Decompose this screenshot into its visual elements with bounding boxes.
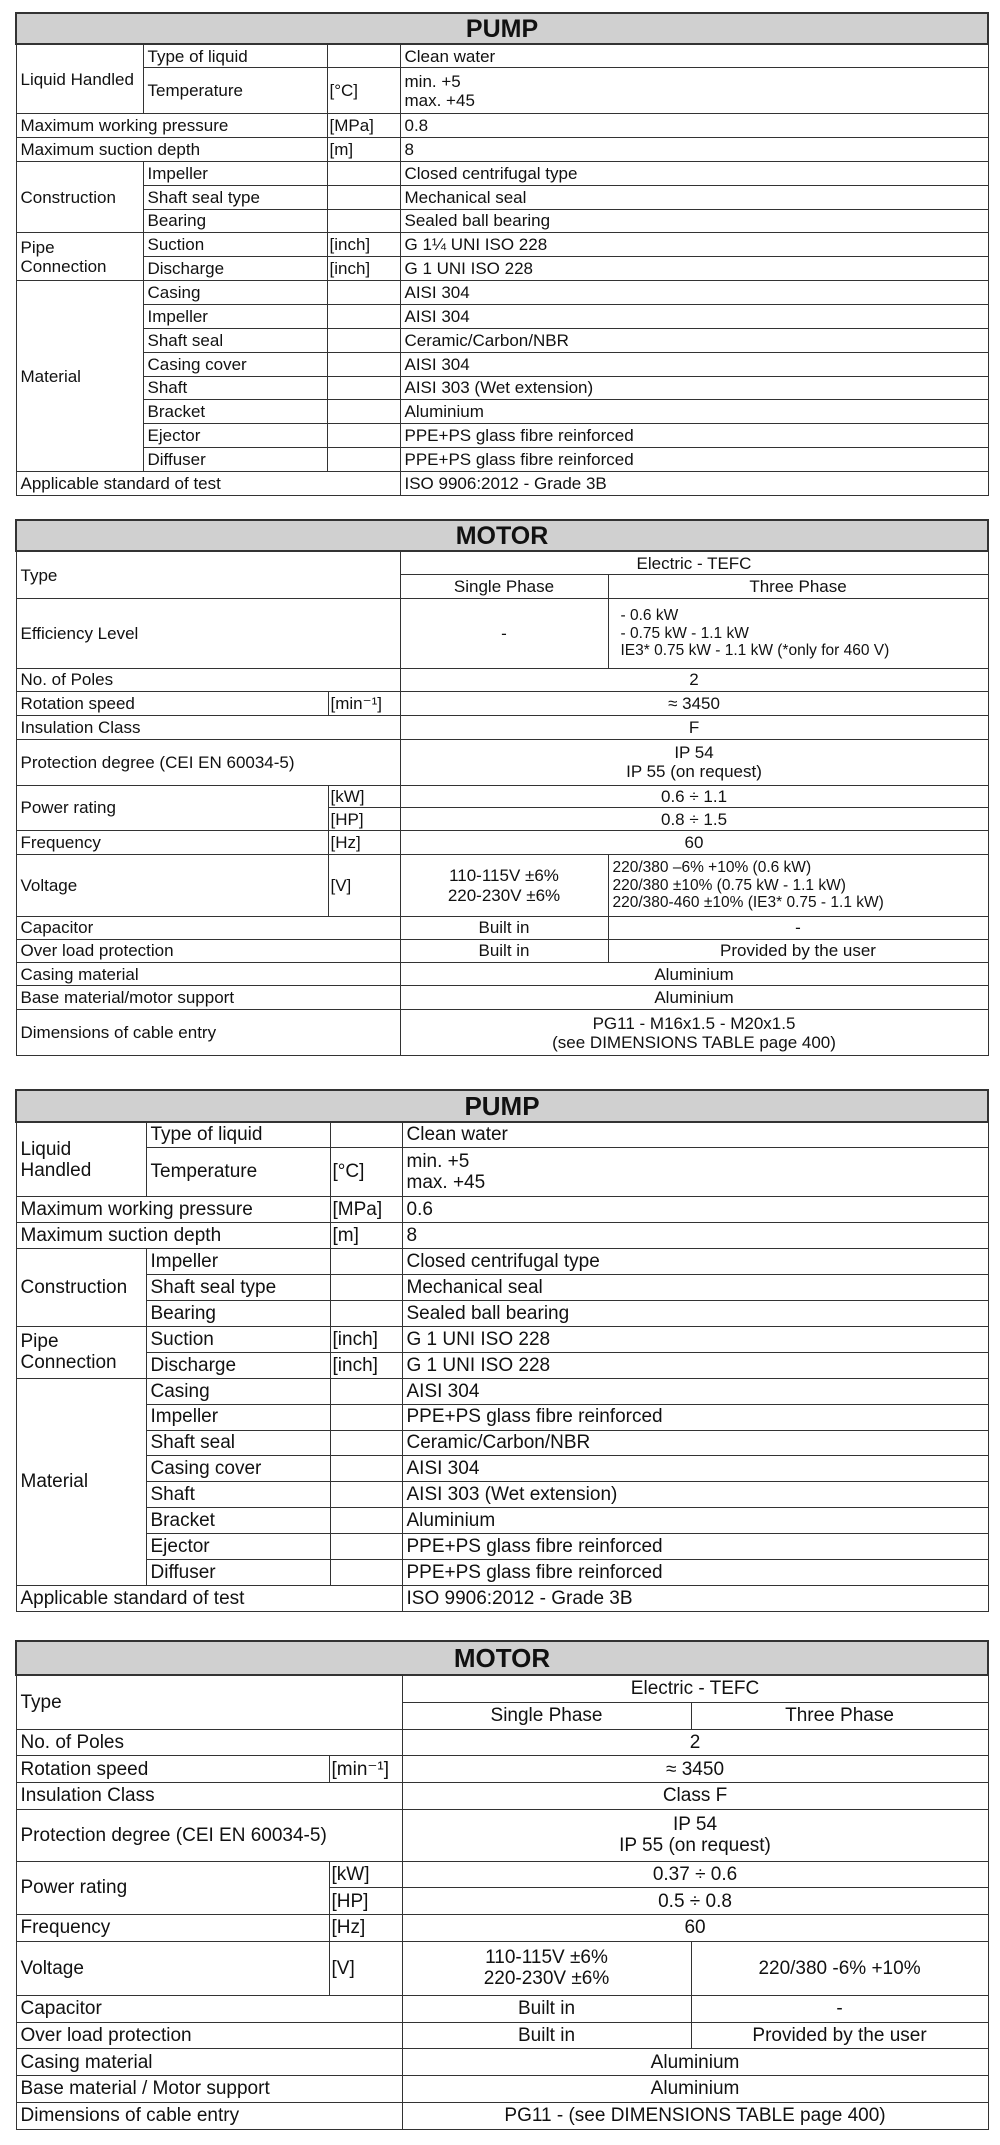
row-label: Construction (16, 1249, 146, 1327)
row-value: Built in (400, 939, 608, 962)
row-value: Ceramic/Carbon/NBR (400, 328, 988, 352)
row-value: Aluminium (402, 1508, 988, 1534)
motor-spec-table-1 (15, 519, 989, 1056)
row-label: Liquid Handled (16, 1122, 146, 1197)
row-label: Shaft (146, 1482, 330, 1508)
row-label: Bearing (143, 209, 327, 233)
unit-label: [m] (327, 137, 400, 161)
row-value: - (400, 599, 608, 668)
row-value: G 1 UNI ISO 228 (402, 1352, 988, 1378)
row-value: 2 (400, 668, 988, 692)
row-label: Construction (16, 161, 143, 233)
row-label: Shaft (143, 376, 327, 400)
unit-label: [Hz] (329, 1915, 402, 1942)
row-value: ≈ 3450 (400, 692, 988, 716)
unit-label: [inch] (330, 1352, 402, 1378)
row-label: Frequency (16, 831, 328, 855)
unit-label: [inch] (330, 1326, 402, 1352)
row-value: Aluminium (402, 2076, 988, 2103)
row-value: ISO 9906:2012 - Grade 3B (400, 472, 988, 496)
row-value: AISI 303 (Wet extension) (402, 1482, 988, 1508)
unit-label: [V] (328, 854, 400, 916)
unit-label: [°C] (327, 68, 400, 114)
row-value: min. +5 max. +45 (400, 68, 988, 114)
row-label: Voltage (16, 854, 328, 916)
row-label: Base material / Motor support (16, 2076, 402, 2103)
row-value: Electric - TEFC (400, 551, 988, 575)
row-label: Type (16, 1675, 402, 1729)
row-label: Insulation Class (16, 716, 400, 740)
pump-spec-table-2 (15, 1089, 989, 1612)
unit-label: [min⁻¹] (329, 1756, 402, 1783)
row-label: No. of Poles (16, 668, 400, 692)
row-value: Closed centrifugal type (402, 1249, 988, 1275)
row-value: 60 (400, 831, 988, 855)
unit-label: [kW] (328, 785, 400, 808)
row-value: ≈ 3450 (402, 1756, 988, 1783)
row-label: Type of liquid (143, 44, 327, 68)
row-label: Maximum suction depth (16, 137, 327, 161)
row-label: Impeller (146, 1249, 330, 1275)
row-value: PPE+PS glass fibre reinforced (400, 448, 988, 472)
row-label: Rotation speed (16, 1756, 329, 1783)
row-label: Casing material (16, 962, 400, 986)
row-label: Rotation speed (16, 692, 328, 716)
row-value: 220/380 -6% +10% (691, 1942, 988, 1996)
row-value: PPE+PS glass fibre reinforced (400, 424, 988, 448)
row-label: Shaft seal type (143, 185, 327, 209)
row-value: Sealed ball bearing (400, 209, 988, 233)
row-label: Type (16, 551, 400, 599)
pump-spec-table-1 (15, 12, 989, 496)
row-label: Ejector (143, 424, 327, 448)
row-label: Temperature (146, 1147, 330, 1197)
row-label: Maximum working pressure (16, 114, 327, 138)
row-label: Bracket (146, 1508, 330, 1534)
row-value: PPE+PS glass fibre reinforced (402, 1404, 988, 1430)
row-label: Dimensions of cable entry (16, 1010, 400, 1056)
row-label: Casing (146, 1378, 330, 1404)
row-label: Suction (143, 233, 327, 257)
row-label: Applicable standard of test (16, 472, 400, 496)
unit-label: [inch] (327, 257, 400, 281)
unit-label: [m] (330, 1223, 402, 1249)
row-label: Casing material (16, 2049, 402, 2076)
row-label: Dimensions of cable entry (16, 2102, 402, 2129)
table-title: MOTOR (16, 1641, 988, 1675)
row-label: Applicable standard of test (16, 1585, 402, 1611)
row-value: - (608, 917, 988, 940)
row-value: 8 (402, 1223, 988, 1249)
row-value: 0.37 ÷ 0.6 (402, 1861, 988, 1888)
row-value: AISI 304 (400, 352, 988, 376)
column-header: Three Phase (691, 1702, 988, 1729)
row-value: AISI 304 (402, 1456, 988, 1482)
column-header: Three Phase (608, 575, 988, 599)
row-value: F (400, 716, 988, 740)
row-value: PPE+PS glass fibre reinforced (402, 1534, 988, 1560)
row-label: Maximum suction depth (16, 1223, 330, 1249)
row-label: Over load protection (16, 2022, 402, 2049)
row-value: 0.8 ÷ 1.5 (400, 808, 988, 831)
row-label: Capacitor (16, 1995, 402, 2022)
row-value: PG11 - M16x1.5 - M20x1.5 (see DIMENSIONS TABLE page 400) (400, 1010, 988, 1056)
row-value: 110-115V ±6% 220-230V ±6% (402, 1942, 691, 1996)
row-label: Over load protection (16, 939, 400, 962)
row-value: G 1 UNI ISO 228 (400, 257, 988, 281)
row-label: Bearing (146, 1300, 330, 1326)
row-value: Sealed ball bearing (402, 1300, 988, 1326)
row-value: Provided by the user (608, 939, 988, 962)
row-value: - (691, 1995, 988, 2022)
row-value: Built in (402, 1995, 691, 2022)
row-label: Pipe Connection (16, 233, 143, 281)
unit-label: [°C] (330, 1147, 402, 1197)
row-label: Ejector (146, 1534, 330, 1560)
row-value: 110-115V ±6% 220-230V ±6% (400, 854, 608, 916)
row-value: Electric - TEFC (402, 1675, 988, 1702)
row-label: Suction (146, 1326, 330, 1352)
row-value: 60 (402, 1915, 988, 1942)
row-label: Pipe Connection (16, 1326, 146, 1378)
row-value: G 1 UNI ISO 228 (402, 1326, 988, 1352)
row-value: IP 54 IP 55 (on request) (400, 740, 988, 786)
unit-label: [HP] (329, 1888, 402, 1915)
row-label: Discharge (143, 257, 327, 281)
row-label: Diffuser (146, 1560, 330, 1586)
row-value: Clean water (400, 44, 988, 68)
table-title: PUMP (16, 1090, 988, 1122)
row-label: Diffuser (143, 448, 327, 472)
row-value: 220/380 –6% +10% (0.6 kW) 220/380 ±10% (0.75 kW - 1.1 kW) 220/380-460 ±10% (IE3* 0.75 - 1.1 kW) (608, 854, 988, 916)
row-label: Liquid Handled (16, 44, 143, 114)
row-value: G 1¼ UNI ISO 228 (400, 233, 988, 257)
unit-label: [inch] (327, 233, 400, 257)
row-label: Capacitor (16, 917, 400, 940)
row-label: Impeller (143, 161, 327, 185)
row-label: Efficiency Level (16, 599, 400, 668)
table-title: MOTOR (16, 520, 988, 551)
row-label: Shaft seal (143, 328, 327, 352)
row-label: Casing cover (143, 352, 327, 376)
table-title: PUMP (16, 13, 988, 44)
row-label: Impeller (143, 305, 327, 329)
row-value: 0.5 ÷ 0.8 (402, 1888, 988, 1915)
unit-label: [HP] (328, 808, 400, 831)
row-value: 2 (402, 1729, 988, 1756)
row-label: Impeller (146, 1404, 330, 1430)
row-label: Frequency (16, 1915, 329, 1942)
unit-label: [kW] (329, 1861, 402, 1888)
row-value: 0.8 (400, 114, 988, 138)
row-label: Bracket (143, 400, 327, 424)
row-value: Mechanical seal (402, 1275, 988, 1301)
unit-label: [MPa] (327, 114, 400, 138)
row-value: 8 (400, 137, 988, 161)
row-label: Material (16, 1378, 146, 1585)
row-label: Protection degree (CEI EN 60034-5) (16, 1809, 402, 1861)
row-label: Maximum working pressure (16, 1197, 330, 1223)
row-value: Built in (402, 2022, 691, 2049)
row-value: ISO 9906:2012 - Grade 3B (402, 1585, 988, 1611)
column-header: Single Phase (402, 1702, 691, 1729)
row-value: Ceramic/Carbon/NBR (402, 1430, 988, 1456)
row-label: Shaft seal (146, 1430, 330, 1456)
row-value: Clean water (402, 1122, 988, 1147)
row-value: Aluminium (402, 2049, 988, 2076)
motor-spec-table-2 (15, 1640, 989, 2130)
unit-label: [MPa] (330, 1197, 402, 1223)
row-value: PG11 - (see DIMENSIONS TABLE page 400) (402, 2102, 988, 2129)
row-label: Temperature (143, 68, 327, 114)
row-label: Insulation Class (16, 1783, 402, 1810)
row-label: Casing cover (146, 1456, 330, 1482)
row-value: AISI 304 (402, 1378, 988, 1404)
row-value: Closed centrifugal type (400, 161, 988, 185)
row-value: Provided by the user (691, 2022, 988, 2049)
row-label: Protection degree (CEI EN 60034-5) (16, 740, 400, 786)
row-label: Voltage (16, 1942, 329, 1996)
row-value: Built in (400, 917, 608, 940)
row-value: Class F (402, 1783, 988, 1810)
row-label: Type of liquid (146, 1122, 330, 1147)
column-header: Single Phase (400, 575, 608, 599)
row-label: No. of Poles (16, 1729, 402, 1756)
row-value: 0.6 ÷ 1.1 (400, 785, 988, 808)
unit-label: [Hz] (328, 831, 400, 855)
row-value: AISI 303 (Wet extension) (400, 376, 988, 400)
row-value: Aluminium (400, 986, 988, 1010)
row-value: min. +5 max. +45 (402, 1147, 988, 1197)
unit-label: [min⁻¹] (328, 692, 400, 716)
unit-label: [V] (329, 1942, 402, 1996)
row-value: Aluminium (400, 962, 988, 986)
row-label: Base material/motor support (16, 986, 400, 1010)
row-value: PPE+PS glass fibre reinforced (402, 1560, 988, 1586)
row-label: Material (16, 281, 143, 472)
row-label: Power rating (16, 1861, 329, 1915)
row-value: AISI 304 (400, 281, 988, 305)
row-value: - 0.6 kW - 0.75 kW - 1.1 kW IE3* 0.75 kW - 1.1 kW (*only for 460 V) (608, 599, 988, 668)
row-label: Casing (143, 281, 327, 305)
row-label: Shaft seal type (146, 1275, 330, 1301)
row-label: Discharge (146, 1352, 330, 1378)
row-value: 0.6 (402, 1197, 988, 1223)
row-value: IP 54 IP 55 (on request) (402, 1809, 988, 1861)
row-value: AISI 304 (400, 305, 988, 329)
row-value: Aluminium (400, 400, 988, 424)
row-label: Power rating (16, 785, 328, 831)
row-value: Mechanical seal (400, 185, 988, 209)
